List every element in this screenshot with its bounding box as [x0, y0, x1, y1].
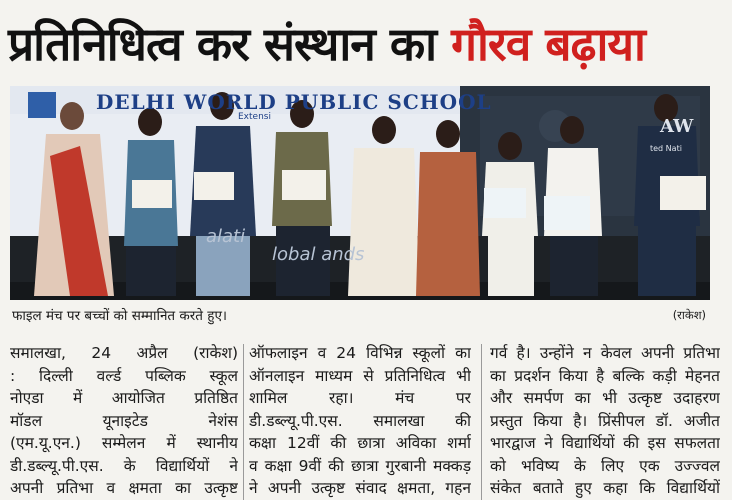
article-line: मॉडल यूनाइटेड नेशंस [10, 411, 238, 430]
article-line: ने अपनी उत्कृष्ट संवाद क्षमता, गहन [249, 479, 471, 497]
article-line: का प्रदर्शन किया है बल्कि कड़ी मेहनत [490, 366, 720, 385]
article-line: और समर्पण का भी उत्कृष्ट उदाहरण [490, 389, 720, 407]
article-line: शामिल रहा। मंच पर [249, 389, 471, 407]
article-line: ऑफलाइन व 24 विभिन्न स्कूलों का [249, 344, 471, 362]
article-line: नोएडा में आयोजित प्रतिष्ठित [10, 389, 238, 407]
article-column-2 [249, 342, 471, 500]
banner-award-sub: ted Nati [650, 144, 682, 153]
article-line: प्रस्तुत किया है। प्रिंसीपल डॉ. अजीत [490, 411, 720, 430]
article-line: समालखा, 24 अप्रैल (राकेश) [10, 344, 238, 362]
article-line: अपनी प्रतिभा व क्षमता का उत्कृष्ट [10, 479, 238, 497]
article-line: को भविष्य के लिए एक उज्ज्वल [490, 456, 720, 475]
column-divider [243, 344, 244, 500]
photo-illustration [10, 86, 710, 300]
column-divider [481, 344, 482, 500]
article-line: ऑनलाइन माध्यम से प्रतिनिधित्व भी [249, 366, 471, 385]
banner-school-name: DELHI WORLD PUBLIC SCHOOL [96, 90, 492, 114]
banner-blurb-2: lobal ands [272, 244, 365, 265]
headline-main: प्रतिनिधित्व कर संस्थान का [8, 17, 437, 71]
article-line: व कक्षा 9वीं की छात्रा गुरबानी मक्कड़ [249, 456, 471, 475]
article-line: (एम.यू.एन.) सम्मेलन में स्थानीय [10, 434, 238, 452]
article-line: कक्षा 12वीं की छात्रा अविका शर्मा [249, 434, 471, 452]
photo-caption: फाइल मंच पर बच्चों को सम्मानित करते हुए। [12, 308, 228, 324]
headline-highlight: गौरव बढ़ाया [451, 17, 645, 71]
article-column-3 [490, 342, 720, 500]
article-line: : दिल्ली वर्ल्ड पब्लिक स्कूल [10, 366, 238, 385]
banner-subtitle: Extensi [238, 112, 271, 122]
headline [8, 4, 728, 84]
article-line: डी.डब्ल्यू.पी.एस. के विद्यार्थियों ने [10, 456, 238, 475]
news-photo [10, 86, 710, 300]
article-line: डी.डब्ल्यू.पी.एस. समालखा की [249, 411, 471, 430]
banner-blurb-1: alati [206, 226, 246, 247]
article-line: गर्व है। उन्होंने न केवल अपनी प्रतिभा [490, 344, 720, 362]
photo-credit: (राकेश) [672, 308, 706, 322]
article-line: संकेत बताते हुए कहा कि विद्यार्थियों [490, 479, 720, 497]
article-line: भारद्वाज ने विद्यार्थियों की इस सफलता [490, 434, 720, 452]
article-column-1 [10, 342, 238, 500]
banner-award-text: AW [660, 116, 694, 137]
